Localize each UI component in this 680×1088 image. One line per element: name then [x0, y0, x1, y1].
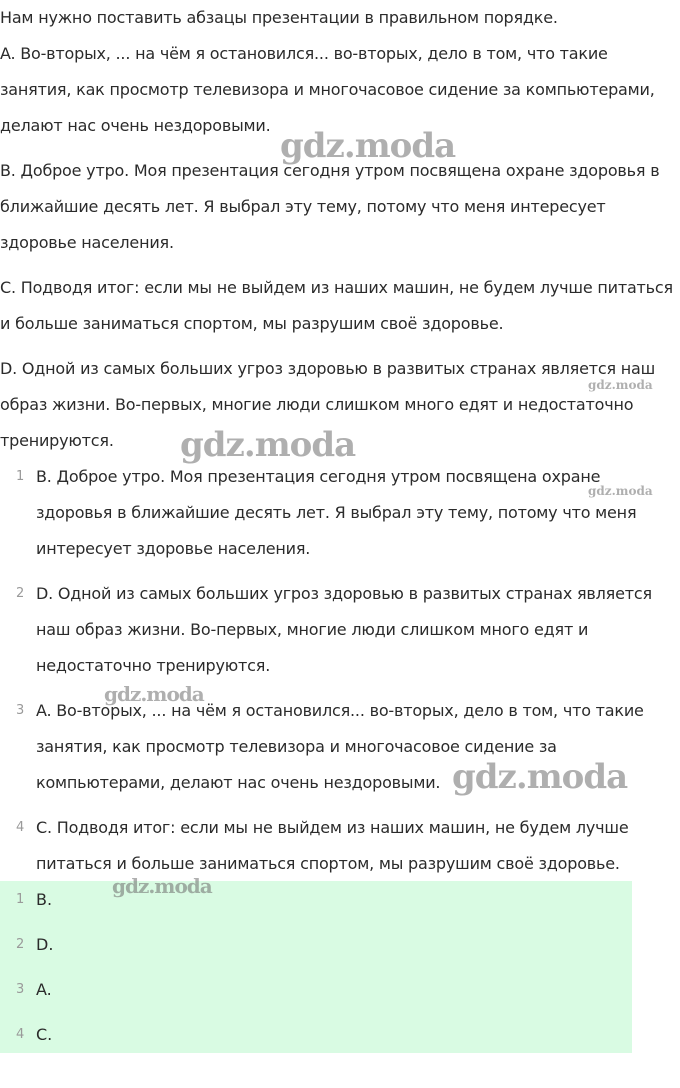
watermark: gdz.moda	[280, 126, 456, 166]
item-text: C. Подводя итог: если мы не выйдем из наших машин, не будем лучше питаться и больше заниматься спортом, мы разрушим своё здоровье.	[36, 818, 629, 873]
answer-item	[0, 972, 632, 1017]
answer-number: 1	[16, 892, 25, 907]
watermark: gdz.moda	[104, 682, 204, 706]
watermark: gdz.moda	[180, 425, 356, 465]
item-number: 4	[16, 820, 25, 835]
answer-item	[0, 1017, 632, 1062]
item-text: A. Во-вторых, ... на чём я остановился... во-вторых, дело в том, что такие занятия, как просмотр телевизора и многочасовое сидение за компьютерами, делают нас очень нездоровыми.	[36, 701, 644, 792]
watermark: gdz.moda	[452, 757, 628, 797]
watermark: gdz.moda	[112, 874, 212, 898]
paragraph-a: A. Во-вторых, ... на чём я остановился... во-вторых, дело в том, что такие занятия, как просмотр телевизора и многочасовое сидение за компьютерами, делают нас очень нездоровыми.	[0, 44, 655, 135]
answer-letter: D.	[36, 935, 54, 954]
answer-letter: B.	[36, 890, 53, 909]
answer-number: 3	[16, 982, 25, 997]
item-text: B. Доброе утро. Моя презентация сегодня утром посвящена охране здоровья в ближайшие десять лет. Я выбрал эту тему, потому что меня интересует здоровье населения.	[36, 467, 637, 558]
answer-item	[0, 927, 632, 972]
item-number: 2	[16, 586, 25, 601]
answer-item	[0, 882, 632, 927]
paragraph-c: C. Подводя итог: если мы не выйдем из наших машин, не будем лучше питаться и больше заниматься спортом, мы разрушим своё здоровье.	[0, 278, 673, 333]
answer-letter: C.	[36, 1025, 53, 1044]
item-number: 1	[16, 469, 25, 484]
item-text: D. Одной из самых больших угроз здоровью в развитых странах является наш образ жизни. Во-первых, многие люди слишком много едят и недостаточно тренируются.	[36, 584, 652, 675]
paragraph-d: D. Одной из самых больших угроз здоровью в развитых странах является наш образ жизни. Во-первых, многие люди слишком много едят и недостаточно тренируются.	[0, 359, 656, 450]
answer-number: 4	[16, 1027, 25, 1042]
task-intro: Нам нужно поставить абзацы презентации в правильном порядке.	[0, 8, 558, 27]
item-number: 3	[16, 703, 25, 718]
answer-box	[0, 881, 632, 1053]
watermark: gdz.moda	[588, 484, 653, 498]
answer-letter: A.	[36, 980, 52, 999]
answer-number: 2	[16, 937, 25, 952]
watermark: gdz.moda	[588, 378, 653, 392]
paragraph-b: B. Доброе утро. Моя презентация сегодня утром посвящена охране здоровья в ближайшие десять лет. Я выбрал эту тему, потому что меня интересует здоровье населения.	[0, 161, 660, 252]
